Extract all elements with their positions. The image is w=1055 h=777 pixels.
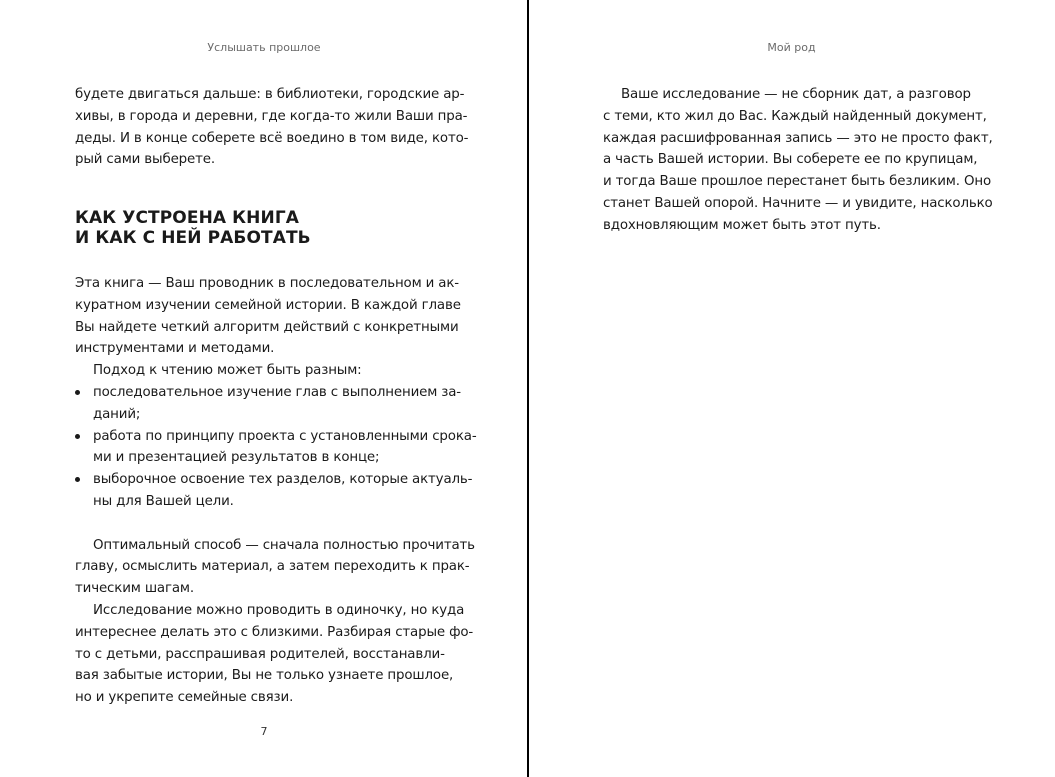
bullet-icon: [75, 434, 80, 439]
text-line: Подход к чтению может быть разным:: [93, 363, 362, 379]
closing-paragraph: [603, 84, 993, 237]
text-line: Исследование можно проводить в одиночку, но куда: [93, 602, 465, 618]
text-line: то с детьми, расспрашивая родителей, восстанавли-: [75, 646, 445, 662]
list-item: [75, 426, 477, 470]
text-line: тическим шагам.: [75, 581, 194, 597]
text-line: будете двигаться дальше: в библиотеки, городские ар-: [75, 87, 465, 102]
text-line: интереснее делать это с близкими. Разбирая старые фо-: [75, 624, 474, 640]
text-line: вая забытые истории, Вы не только узнаете прошлое,: [75, 668, 454, 684]
running-head-left: Услышать прошлое: [207, 41, 321, 54]
text-line: Ваше исследование — не сборник дат, а разговор: [621, 87, 971, 102]
list-item-line: выборочное освоение тех разделов, которые актуаль-: [93, 472, 473, 488]
intro-paragraph: [75, 84, 469, 171]
list-item: [75, 469, 473, 513]
text-line: куратном изучении семейной истории. В каждой главе: [75, 297, 461, 313]
text-line: вдохновляющим может быть этот путь.: [603, 217, 881, 233]
approach-list: [75, 382, 477, 513]
text-line: Эта книга — Ваш проводник в последовательном и ак-: [75, 276, 459, 291]
text-line: инструментами и методами.: [75, 341, 275, 357]
list-item-line: ми и презентацией результатов в конце;: [93, 450, 380, 466]
list-item-line: ны для Вашей цели.: [93, 493, 234, 509]
text-line: рый сами выберете.: [75, 152, 215, 168]
paragraph-gap: [75, 513, 453, 535]
list-item-line: работа по принципу проекта с установленными срока-: [93, 428, 477, 444]
text-line: станет Вашей опорой. Начните — и увидите, насколько: [603, 195, 993, 211]
heading-line: И КАК С НЕЙ РАБОТАТЬ: [75, 228, 311, 248]
text-line: с теми, кто жил до Вас. Каждый найденный документ,: [603, 108, 987, 124]
list-item-line: последовательное изучение глав с выполнением за-: [93, 384, 461, 400]
bullet-icon: [75, 390, 80, 395]
bullet-icon: [75, 477, 80, 482]
text-line: Оптимальный способ — сначала полностью прочитать: [93, 537, 475, 553]
text-line: Вы найдете четкий алгоритм действий с конкретными: [75, 319, 459, 335]
text-line: деды. И в конце соберете всё воедино в том виде, кото-: [75, 130, 469, 146]
left-page: [0, 0, 527, 777]
heading-line: КАК УСТРОЕНА КНИГА: [75, 208, 300, 228]
right-page: [529, 0, 1055, 777]
text-line: и тогда Ваше прошлое перестанет быть безликим. Оно: [603, 174, 991, 190]
page-number: 7: [260, 725, 268, 738]
running-head-right: Мой род: [767, 41, 816, 54]
list-item-line: даний;: [93, 406, 141, 422]
list-item: [75, 382, 461, 426]
text-line: каждая расшифрованная запись — это не просто факт,: [603, 130, 993, 146]
text-line: а часть Вашей истории. Вы соберете ее по крупицам,: [603, 152, 978, 168]
body-text: [75, 273, 477, 709]
text-line: хивы, в города и деревни, где когда-то жили Ваши пра-: [75, 108, 468, 124]
text-line: но и укрепите семейные связи.: [75, 690, 294, 706]
text-line: главу, осмыслить материал, а затем переходить к прак-: [75, 559, 470, 575]
section-heading: [75, 208, 311, 248]
